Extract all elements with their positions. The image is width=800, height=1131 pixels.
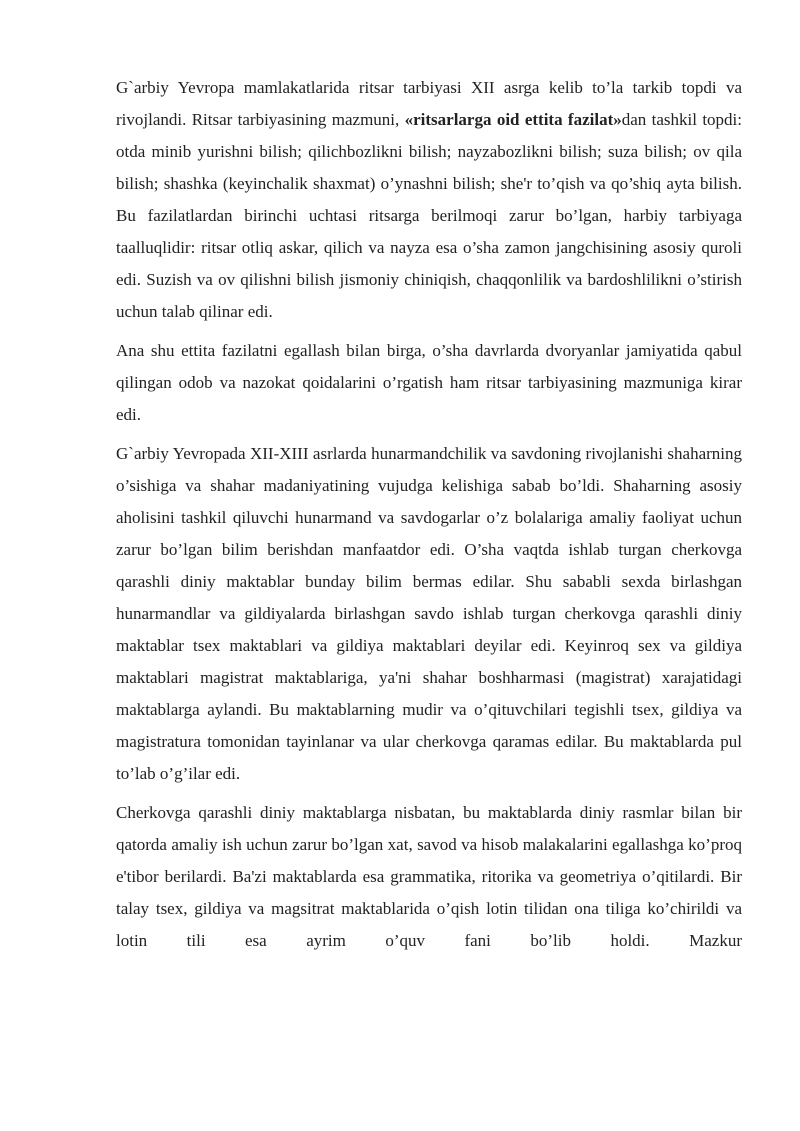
paragraph-ritsar-tarbiyasi	[116, 72, 742, 328]
paragraph-1-text-start: G`arbiy Yevropa mamlakatlarida ritsar tarbiyasi XII asrga kelib to’la tarkib topdi va rivojlandi. Ritsar tarbiyasining mazmuni,	[116, 78, 742, 129]
paragraph-1-text-end: dan tashkil topdi: otda minib yurishni bilish; qilichbozlikni bilish; nayzabozlikni bilish; suza bilish; ov qila bilish; shashka (keyinchalik shaxmat) o’ynashni bilish; she'r to’qish va qo’shiq ayta bilish. Bu fazilatlardan birinchi uchtasi ritsarga berilmoqi zarur bo’lgan, harbiy tarbiyaga taalluqlidir: ritsar otliq askar, qilich va nayza esa o’sha zamon jangchisining asosiy quroli edi. Suzish va ov qilishni bilish jismoniy chiniqish, chaqqonlilik va bardoshlilikni o’stirish uchun talab qilinar edi.	[116, 110, 742, 321]
paragraph-amaliy-bilim: Cherkovga qarashli diniy maktablarga nisbatan, bu maktablarda diniy rasmlar bilan bir qatorda amaliy ish uchun zarur bo’lgan xat, savod va hisob malakalarini egallashga ko’proq e'tibor berilardi. Ba'zi maktablarda esa grammatika, ritorika va geometriya o’qitilardi. Bir talay tsex, gildiya va magsitrat maktablarida o’qish lotin tilidan ona tiliga ko’chirildi va lotin tili esa ayrim o’quv fani bo’lib holdi. Mazkur	[116, 803, 742, 950]
paragraph-shahar-maktablari: G`arbiy Yevropada XII-XIII asrlarda hunarmandchilik va savdoning rivojlanishi shaharning o’sishiga va shahar madaniyatining vujudga kelishiga sabab bo’ldi. Shaharning asosiy aholisini tashkil qiluvchi hunarmand va savdogarlar o’z bolalariga amaliy faoliyat uchun zarur bo’lgan bilim berishdan manfaatdor edi. O’sha vaqtda ishlab turgan cherkovga qarashli diniy maktablar bunday bilim bermas edilar. Shu sababli sexda birlashgan hunarmandlar va gildiyalarda birlashgan savdo ishlab turgan cherkovga qarashli diniy maktablar tsex maktablari va gildiya maktablari deyilar edi. Keyinroq sex va gildiya maktablari magistrat maktablariga, ya'ni shahar boshharmasi (magistrat) xarajatidagi maktablarga aylandi. Bu maktablarning mudir va o’qituvchilari tegishli tsex, gildiya va magistratura tomonidan tayinlanar va ular cherkovga qaramas edilar. Bu maktablarda pul to’lab o’g’ilar edi.	[116, 444, 742, 783]
bold-phrase-ettita-fazilat: «ritsarlarga oid ettita fazilat»	[404, 110, 622, 129]
paragraph-odob-nazokat: Ana shu ettita fazilatni egallash bilan birga, o’sha davrlarda dvoryanlar jamiyatida qabul qilingan odob va nazokat qoidalarini o’rgatish ham ritsar tarbiyasining mazmuniga kirar edi.	[116, 341, 742, 424]
document-page	[116, 72, 742, 964]
